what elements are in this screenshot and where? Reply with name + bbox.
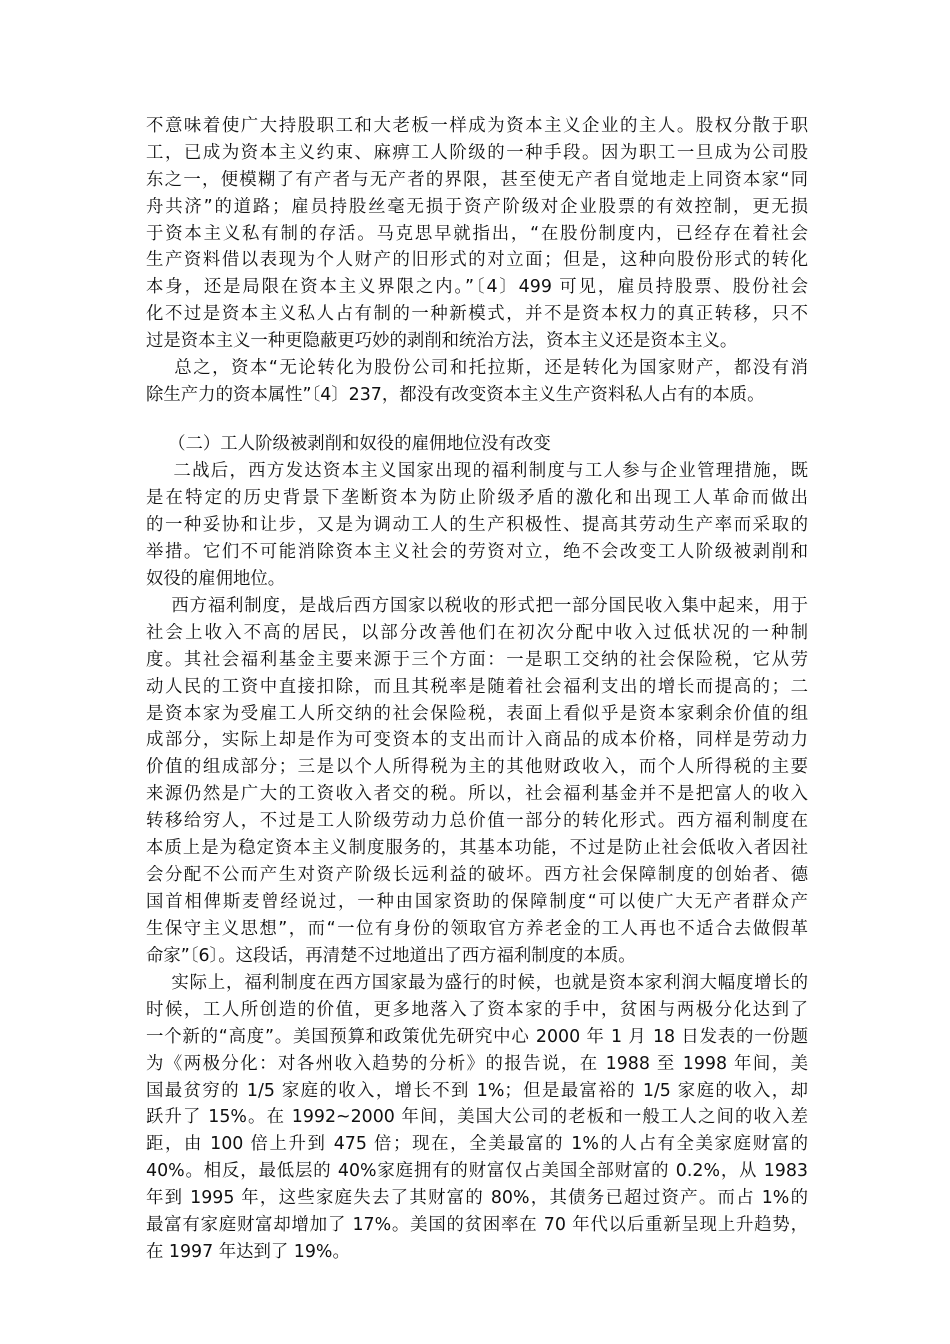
text-line: 的一种妥协和让步，又是为调动工人的生产积极性、提高其劳动生产率而采取的 — [146, 514, 808, 535]
paragraph-shareholding — [146, 113, 808, 355]
text-line: 成部分，实际上却是作为可变资本的支出而计入商品的成本价格，同样是劳动力 — [146, 730, 808, 751]
text-line: 西方福利制度，是战后西方国家以税收的形式把一部分国民收入集中起来，用于 — [146, 596, 808, 616]
text-line: 为《两极分化：对各州收入趋势的分析》的报告说，在 1988 至 1998 年间，美 — [146, 1053, 808, 1074]
text-line: 国最贫穷的 1/5 家庭的收入，增长不到 1%；但是最富裕的 1/5 家庭的收入，却 — [146, 1080, 808, 1101]
section-heading-text: （二）工人阶级被剥削和奴役的雇佣地位没有改变 — [146, 434, 551, 454]
text-line: 不意味着使广大持股职工和大老板一样成为资本主义企业的主人。股权分散于职 — [146, 116, 808, 136]
text-line: 奴役的雇佣地位。 — [146, 568, 286, 589]
text-line: 价值的组成部分；三是以个人所得税为主的其他财政收入，而个人所得税的主要 — [146, 757, 808, 778]
text-line: 是资本家为受雇工人所交纳的社会保险税，表面上看似乎是资本家剩余价值的组 — [146, 703, 808, 724]
text-line: 命家”〔6〕。这段话，再清楚不过地道出了西方福利制度的本质。 — [146, 945, 636, 966]
text-line: 会分配不公而产生对资产阶级长远利益的破坏。西方社会保障制度的创始者、德 — [146, 864, 808, 885]
text-line: 本质上是为稳定资本主义制度服务的，其基本功能，不过是防止社会低收入者因社 — [146, 838, 808, 859]
text-line: 动人民的工资中直接扣除，而且其税率是随着社会福利支出的增长而提高的；二 — [146, 676, 808, 697]
text-line: 度。其社会福利基金主要来源于三个方面：一是职工交纳的社会保险税，它从劳 — [146, 649, 808, 670]
paragraph-postwar — [146, 458, 808, 592]
paragraph-inequality — [146, 970, 808, 1266]
text-line: 于资本主义私有制的存活。马克思早就指出，“在股份制度内，已经存在着社会 — [146, 223, 808, 244]
text-line: 来源仍然是广大的工资收入者交的税。所以，社会福利基金并不是把富人的收入 — [146, 784, 808, 805]
text-line: 最富有家庭财富却增加了 17%。美国的贫困率在 70 年代以后重新呈现上升趋势， — [146, 1215, 808, 1236]
text-line: 生产资料借以表现为个人财产的旧形式的对立面；但是，这种向股份形式的转化 — [146, 250, 808, 271]
text-line: 是在特定的历史背景下垄断资本为防止阶级矛盾的激化和出现工人革命而做出 — [146, 487, 808, 508]
text-line: 过是资本主义一种更隐蔽更巧妙的剥削和统治方法，资本主义还是资本主义。 — [146, 331, 738, 352]
text-line: 时候，工人所创造的价值，更多地落入了资本家的手中，贫困与两极分化达到了 — [146, 999, 808, 1020]
text-line: 转移给穷人，不过是工人阶级劳动力总价值一部分的转化形式。西方福利制度在 — [146, 811, 808, 832]
text-line: 实际上，福利制度在西方国家最为盛行的时候，也就是资本家利润大幅度增长的 — [146, 973, 808, 993]
text-line: 东之一，便模糊了有产者与无产者的界限，甚至使无产者自觉地走上同资本家“同 — [146, 169, 808, 190]
text-line: 工，已成为资本主义约束、麻痹工人阶级的一种手段。因为职工一旦成为公司股 — [146, 142, 808, 163]
paragraph-summary — [146, 355, 808, 409]
text-line: 总之，资本“无论转化为股份公司和托拉斯，还是转化为国家财产，都没有消 — [146, 358, 808, 378]
text-line: 除生产力的资本属性”〔4〕237，都没有改变资本主义生产资料私人占有的本质。 — [146, 384, 765, 405]
text-line: 舟共济”的道路；雇员持股丝毫无损于资产阶级对企业股票的有效控制，更无损 — [146, 196, 808, 217]
text-line: 国首相俾斯麦曾经说过，一种由国家资助的保障制度“可以使广大无产者群众产 — [146, 891, 808, 912]
text-line: 在 1997 年达到了 19%。 — [146, 1241, 350, 1262]
text-line: 本身，还是局限在资本主义界限之内。”〔4〕499 可见，雇员持股票、股份社会 — [146, 277, 808, 298]
text-line: 化不过是资本主义私人占有制的一种新模式，并不是资本权力的真正转移，只不 — [146, 304, 808, 325]
text-line: 一个新的“高度”。美国预算和政策优先研究中心 2000 年 1 月 18 日发表的一份题 — [146, 1026, 808, 1047]
text-line: 举措。它们不可能消除资本主义社会的劳资对立，绝不会改变工人阶级被剥削和 — [146, 541, 808, 562]
text-line: 二战后，西方发达资本主义国家出现的福利制度与工人参与企业管理措施，既 — [146, 461, 808, 481]
section-heading — [146, 431, 808, 458]
paragraph-welfare — [146, 593, 808, 969]
text-line: 生保守主义思想”，而“一位有身份的领取官方养老金的工人再也不适合去做假革 — [146, 918, 808, 939]
text-line: 距，由 100 倍上升到 475 倍；现在，全美最富的 1%的人占有全美家庭财富的 — [146, 1134, 808, 1155]
text-line: 跃升了 15%。在 1992~2000 年间，美国大公司的老板和一般工人之间的收入差 — [146, 1107, 808, 1128]
text-line: 40%。相反，最低层的 40%家庭拥有的财富仅占美国全部财富的 0.2%，从 1983 — [146, 1161, 808, 1182]
text-line: 年到 1995 年，这些家庭失去了其财富的 80%，其债务已超过资产。而占 1%的 — [146, 1188, 808, 1209]
text-line: 社会上收入不高的居民，以部分改善他们在初次分配中收入过低状况的一种制 — [146, 622, 808, 643]
